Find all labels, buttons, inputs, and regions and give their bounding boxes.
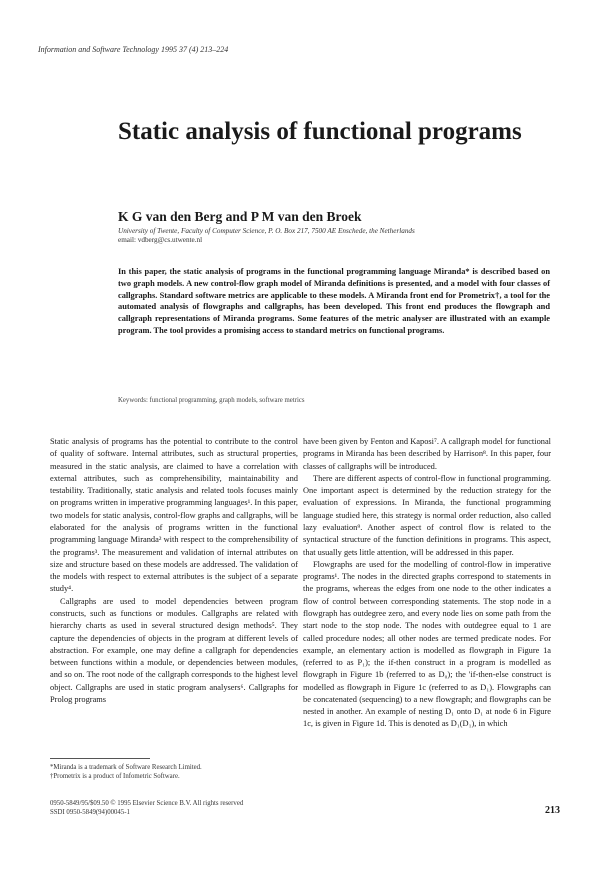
- copyright-line: 0950-5849/95/$09.50 © 1995 Elsevier Science B.V. All rights reserved: [50, 800, 244, 807]
- body-column-right: [303, 436, 551, 731]
- body-paragraph: Flowgraphs are used for the modelling of control-flow in imperative programs¹. The nodes in the directed graphs correspond to statements in the programs, whereas the edges from one node to the other indicates a flow of control between corresponding statements. The stop node in a flowgraph has outdegree zero, and every node lies on some path from the start node to the stop node. The nodes with outdegree equal to 1 are called procedure nodes; all other nodes are termed predicate nodes. For example, an elementary action is modelled as flowgraph in Figure 1a (referred to as P₁); the if-then construct in a program is modelled as flowgraph in Figure 1b (referred to as D₀); the 'if-then-else construct is modelled as flowgraph in Figure 1c (referred to as D₁). Flowgraphs can be concatenated (sequencing) to a new flowgraph; and flowgraphs can be nested in another. An example of nesting D₁ onto D₁ at node 6 in Figure 1c, is given in Figure 1d. This is denoted as D₁(D₁), in which: [303, 559, 551, 729]
- author-line: K G van den Berg and P M van den Broek: [118, 209, 362, 224]
- abstract: In this paper, the static analysis of programs in the functional programming language Miranda* is described based on two graph models. A new control-flow graph model of Miranda definitions is presented, and a model with four classes of callgraphs. Standard software metrics are applicable to these models. A Miranda front end for Prometrix†, a tool for the automated analysis of flowgraphs and callgraphs, has been developed. This front end produces the flowgraph and callgraph representations of Miranda programs. Some features of the metric analyser are illustrated with an example program. The tool provides a promising access to standard metrics on functional programs.: [118, 267, 550, 335]
- affiliation-block: [118, 227, 548, 245]
- copyright-notice: [50, 799, 350, 817]
- body-paragraph: Callgraphs are used to model dependencies between program constructs, such as functions or modules. Callgraphs are related with hierarchy charts as used in several structured design methods⁵. They capture the dependencies of objects in the program at different levels of abstraction. For example, one may define a callgraph for dependencies between functions within a module, or dependencies between modules, and so on. The root node of the callgraph corresponds to the highest level object. Callgraphs are used in static program analysers⁶. Callgraphs for Prolog programs: [50, 596, 298, 704]
- ssdi-line: SSDI 0950-5849(94)00045-1: [50, 809, 130, 816]
- body-paragraph: There are different aspects of control-flow in functional programming. One important aspect is determined by the reduction strategy for the evaluation of expressions. In Miranda, the functional programming language studied here, this strategy is normal order reduction, also called lazy evaluation⁹. Another aspect of control flow is related to the syntactical structure of the function definitions in programs. This aspect, that usually gets little attention, will be addressed in this paper.: [303, 473, 551, 557]
- journal-citation: Information and Software Technology 1995 37 (4) 213–224: [38, 45, 229, 54]
- body-paragraph: have been given by Fenton and Kaposi⁷. A callgraph model for functional programs in Miranda has been described by Harrison⁸. In this paper, four classes of callgraphs will be introduced.: [303, 437, 551, 471]
- body-paragraph: Static analysis of programs has the potential to contribute to the control of quality of software. Internal attributes, such as structural properties, measured in the static analysis, are claimed to have a correlation with external attributes, such as comprehensibility, maintainability and testability. Traditionally, static analysis and related tools focuses mainly on programs written in imperative programming languages¹. In this paper, two models for static analysis, control-flow graphs and callgraphs, will be elaborated for the analysis of programs written in the functional programming language Miranda² with respect to the comprehensibility of the programs³. The measurement and validation of internal attributes on size and structure based on these models are addressed. The validation of the models with respect to external attributes is the subject of a separate study⁴.: [50, 437, 299, 594]
- keywords: Keywords: functional programming, graph models, software metrics: [118, 397, 305, 404]
- footnote: †Prometrix is a product of Infometric Software.: [50, 773, 180, 780]
- footnote: *Miranda is a trademark of Software Research Limited.: [50, 764, 202, 771]
- page-number: 213: [545, 805, 560, 816]
- author-email: email: vdberg@cs.utwente.nl: [118, 236, 203, 244]
- footnote-divider: [50, 758, 150, 759]
- footnotes: [50, 763, 300, 781]
- body-column-left: [50, 436, 298, 706]
- affiliation-text: University of Twente, Faculty of Computer Science, P. O. Box 217, 7500 AE Enschede, the Netherlands: [118, 227, 415, 235]
- article-title: Static analysis of functional programs: [118, 118, 522, 145]
